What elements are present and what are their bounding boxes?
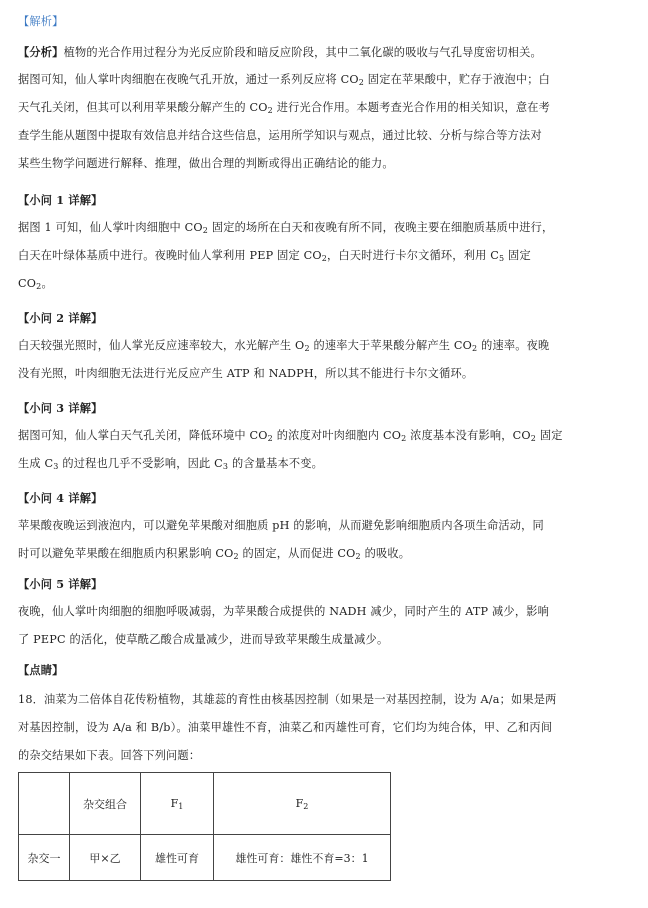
question-5-line-2: 了 PEPC 的活化，使草酰乙酸合成量减少，进而导致苹果酸生成量减少。 [18, 633, 389, 646]
question-2-line-2: 没有光照，叶肉细胞无法进行光反应产生 ATP 和 NADPH，所以其不能进行卡尔文循环。 [18, 367, 474, 380]
question-3-block [18, 394, 630, 478]
analysis-line-2: 据图可知，仙人掌叶肉细胞在夜晚气孔开放，通过一系列反应将 $CO_2$ 固定在苹果酸中，贮存于液泡中；白 [18, 73, 551, 87]
analysis-line-1 [18, 38, 630, 66]
question-18-block [18, 686, 630, 770]
table-header-blank [19, 773, 70, 835]
dianjing-label: 【点睛】 [18, 663, 64, 677]
question-1-line-3: $CO_2$。 [18, 277, 53, 291]
question-5-header: 【小问 5 详解】 [18, 577, 103, 591]
cross-results-table [18, 772, 391, 881]
analysis-label: 【分析】 [18, 45, 64, 59]
question-4-header: 【小问 4 详解】 [18, 491, 103, 505]
jiexi-label: 【解析】 [18, 15, 64, 28]
question-18-line-3: 的杂交结果如下表。回答下列问题： [18, 749, 201, 762]
analysis-block [18, 38, 630, 178]
question-3-line-1: 据图可知，仙人掌白天气孔关闭，降低环境中 $CO_2$ 的浓度对叶肉细胞内 $CO_2$ 浓度基本没有影响，$CO_2$ 固定 [18, 429, 563, 443]
table-header-combo: 杂交组合 [70, 773, 141, 835]
question-1-line-1: 据图 1 可知，仙人掌叶肉细胞中 $CO_2$ 固定的场所在白天和夜晚有所不同，夜晚主要在细胞质基质中进行， [18, 221, 554, 235]
question-1-header: 【小问 1 详解】 [18, 193, 103, 207]
row-name-cell: 杂交一 [19, 835, 70, 881]
analysis-line-4: 查学生能从题图中提取有效信息并结合这些信息，运用所学知识与观点，通过比较、分析与综合等方法对 [18, 129, 542, 142]
question-2-header: 【小问 2 详解】 [18, 311, 103, 325]
question-1-block [18, 186, 630, 298]
question-4-line-2: 时可以避免苹果酸在细胞质内积累影响 $CO_2$ 的固定，从而促进 $CO_2$ 的吸收。 [18, 547, 411, 561]
question-2-block [18, 304, 630, 388]
analysis-text: 植物的光合作用过程分为光反应阶段和暗反应阶段，其中二氧化碳的吸收与气孔导度密切相关。 [63, 46, 542, 59]
question-4-block [18, 484, 630, 568]
jiexi-block [18, 8, 630, 36]
dianjing-block [18, 656, 630, 684]
table-header-f1: $F_1$ [141, 773, 214, 835]
row-f2-cell: 雄性可育：雄性不育=3：1 [214, 835, 391, 881]
question-2-line-1: 白天较强光照时，仙人掌光反应速率较大，水光解产生 $O_2$ 的速率大于苹果酸分解产生 $CO_2$ 的速率。夜晚 [18, 339, 550, 353]
question-1-line-2: 白天在叶绿体基质中进行。夜晚时仙人掌利用 PEP 固定 $CO_2$，白天时进行卡尔文循环，利用 $C_5$ 固定 [18, 249, 531, 263]
question-5-line-1: 夜晚，仙人掌叶肉细胞的细胞呼吸减弱，为苹果酸合成提供的 NADH 减少，同时产生的 ATP 减少，影响 [18, 605, 549, 618]
row-combo-cell: 甲×乙 [70, 835, 141, 881]
question-18-line-2: 对基因控制，设为 A/a 和 B/b）。油菜甲雄性不育，油菜乙和丙雄性可育，它们均为纯合体，甲、乙和丙间 [18, 721, 553, 734]
question-3-header: 【小问 3 详解】 [18, 401, 103, 415]
table-header-f2: $F_2$ [214, 773, 391, 835]
question-18-line-1: 18．油菜为二倍体自花传粉植物，其雄蕊的育性由核基因控制（如果是一对基因控制，设为 A/a；如果是两 [18, 693, 557, 706]
question-4-line-1: 苹果酸夜晚运到液泡内，可以避免苹果酸对细胞质 pH 的影响，从而避免影响细胞质内各项生命活动，同 [18, 519, 544, 532]
question-3-line-2: 生成 $C_3$ 的过程也几乎不受影响，因此 $C_3$ 的含量基本不变。 [18, 457, 324, 471]
table-header-row [19, 773, 391, 835]
table-row [19, 835, 391, 881]
question-5-block [18, 570, 630, 654]
analysis-line-3: 天气孔关闭，但其可以利用苹果酸分解产生的 $CO_2$ 进行光合作用。本题考查光合作用的相关知识，意在考 [18, 101, 550, 115]
analysis-line-5: 某些生物学问题进行解释、推理，做出合理的判断或得出正确结论的能力。 [18, 157, 394, 170]
row-f1-cell: 雄性可育 [141, 835, 214, 881]
